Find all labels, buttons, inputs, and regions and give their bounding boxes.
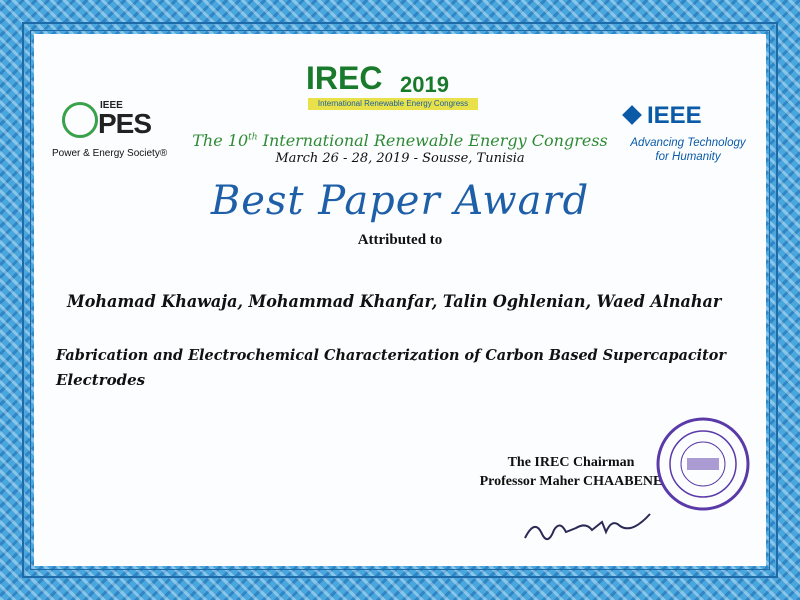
award-title: Best Paper Award bbox=[210, 178, 590, 224]
congress-title bbox=[0, 131, 800, 150]
authors: Mohamad Khawaja, Mohammad Khanfar, Talin Oghlenian, Waed Alnahar bbox=[67, 292, 722, 312]
paper-title-line1: Fabrication and Electrochemical Characterization of Carbon Based Supercapacitor bbox=[56, 346, 726, 364]
paper-title-line2: Electrodes bbox=[56, 371, 146, 389]
signature-mark bbox=[520, 500, 670, 550]
congress-ordinal-suffix: th bbox=[248, 132, 258, 143]
irec-name: IREC bbox=[306, 60, 383, 96]
ieee-tagline-line1: Advancing Technology bbox=[630, 137, 746, 149]
ieee-wordmark: IEEE bbox=[647, 102, 702, 129]
signatory-name: Professor Maher CHAABENE bbox=[479, 474, 663, 489]
irec-logo bbox=[300, 60, 500, 130]
irec-year: 2019 bbox=[400, 72, 449, 97]
congress-stamp bbox=[655, 416, 751, 512]
congress-prefix: The 10 bbox=[192, 131, 249, 150]
pes-ieee-label: IEEE bbox=[100, 100, 123, 111]
pes-label: PES bbox=[98, 108, 152, 139]
congress-dates: March 26 - 28, 2019 - Sousse, Tunisia bbox=[275, 151, 525, 166]
ieee-tagline-line2: for Humanity bbox=[655, 151, 721, 163]
attributed-label: Attributed to bbox=[357, 232, 443, 248]
signatory-role: The IREC Chairman bbox=[507, 455, 635, 470]
congress-name: International Renewable Energy Congress bbox=[257, 131, 608, 150]
ieee-diamond-icon bbox=[622, 105, 642, 125]
pes-society-label: Power & Energy Society® bbox=[52, 148, 168, 159]
irec-band-text: International Renewable Energy Congress bbox=[308, 98, 478, 110]
